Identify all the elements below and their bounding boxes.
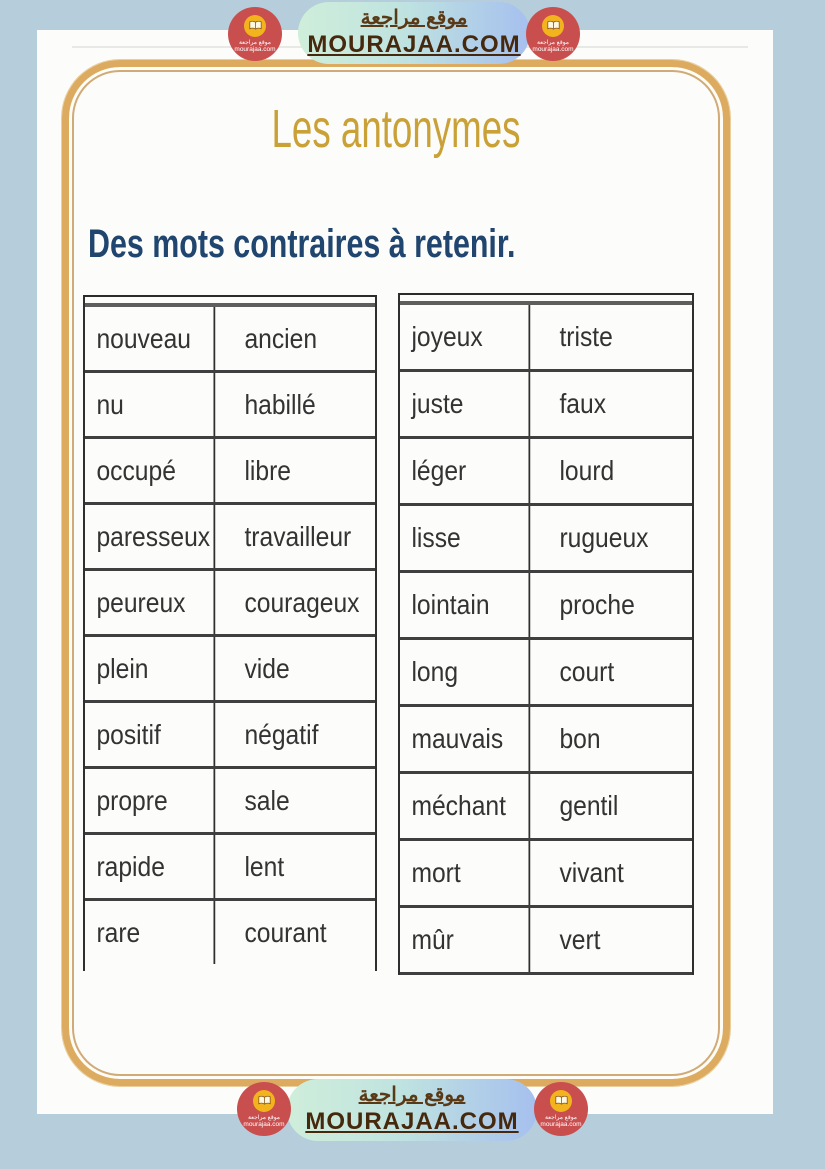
antonym-cell: lourd: [559, 455, 615, 486]
logo-domain-text: mourajaa.com: [532, 46, 574, 54]
site-header-badge: [298, 2, 530, 64]
table-row: [400, 841, 692, 908]
antonym-cell: rugueux: [559, 522, 649, 553]
worksheet-title: Les antonymes: [271, 99, 521, 159]
site-logo[interactable]: [526, 7, 580, 61]
antonym-cell: mauvais: [400, 707, 530, 771]
table-row: [400, 573, 692, 640]
table-row: [85, 505, 375, 571]
antonym-cell: mûr: [400, 908, 530, 972]
logo-arabic-text: موقع مراجعة: [544, 1114, 578, 1121]
table-row: [85, 571, 375, 637]
book-icon: [253, 1090, 275, 1112]
antonym-cell: gentil: [559, 790, 619, 821]
antonym-cell: lisse: [400, 506, 530, 570]
table-row: [85, 307, 375, 373]
table-row: [400, 908, 692, 975]
site-footer-badge: [287, 1079, 537, 1141]
antonyms-table-right: [398, 293, 694, 975]
logo-arabic-text: موقع مراجعة: [247, 1114, 281, 1121]
antonym-cell: vide: [244, 652, 290, 684]
antonym-cell: ancien: [244, 322, 318, 354]
antonym-cell: mort: [400, 841, 530, 905]
antonym-cell: rare: [85, 901, 215, 964]
antonyms-table-left: [83, 295, 377, 971]
antonym-cell: triste: [559, 321, 613, 352]
antonym-cell: plein: [85, 637, 215, 700]
antonym-cell: sale: [244, 784, 290, 816]
antonym-cell: méchant: [400, 774, 530, 838]
antonym-cell: bon: [559, 723, 601, 754]
logo-domain-text: mourajaa.com: [540, 1121, 582, 1129]
antonym-cell: paresseux: [85, 505, 215, 568]
antonym-cell: proche: [559, 589, 635, 620]
logo-domain-text: mourajaa.com: [243, 1121, 285, 1129]
antonym-cell: négatif: [244, 718, 319, 750]
table-body: [85, 307, 375, 964]
table-row: [85, 901, 375, 964]
antonym-cell: long: [400, 640, 530, 704]
table-body: [400, 305, 692, 975]
antonym-cell: lointain: [400, 573, 530, 637]
table-row: [400, 640, 692, 707]
table-row: [85, 439, 375, 505]
antonym-cell: vivant: [559, 857, 624, 888]
book-icon: [550, 1090, 572, 1112]
table-row: [85, 637, 375, 703]
antonym-cell: faux: [559, 388, 607, 419]
table-row: [85, 703, 375, 769]
table-row: [400, 305, 692, 372]
logo-arabic-text: موقع مراجعة: [536, 39, 570, 46]
antonym-cell: courageux: [244, 586, 360, 618]
antonym-cell: vert: [559, 924, 601, 955]
table-row: [400, 774, 692, 841]
antonym-cell: joyeux: [400, 305, 530, 369]
antonym-cell: lent: [244, 850, 285, 882]
antonym-cell: courant: [244, 916, 327, 948]
table-row: [400, 372, 692, 439]
antonym-cell: travailleur: [244, 520, 352, 552]
table-row: [85, 373, 375, 439]
worksheet-subtitle: Des mots contraires à retenir.: [88, 222, 516, 266]
antonym-cell: rapide: [85, 835, 215, 898]
antonym-cell: positif: [85, 703, 215, 766]
antonym-cell: habillé: [244, 388, 316, 420]
site-domain-link[interactable]: MOURAJAA.COM: [305, 1108, 519, 1136]
logo-domain-text: mourajaa.com: [234, 46, 276, 54]
antonym-cell: propre: [85, 769, 215, 832]
site-logo[interactable]: [237, 1082, 291, 1136]
logo-arabic-text: موقع مراجعة: [238, 39, 272, 46]
antonym-cell: court: [559, 656, 615, 687]
antonym-cell: léger: [400, 439, 530, 503]
site-name-arabic-link[interactable]: موقع مراجعة: [360, 7, 468, 30]
table-row: [400, 439, 692, 506]
antonym-cell: nu: [85, 373, 215, 436]
antonym-cell: juste: [400, 372, 530, 436]
site-logo[interactable]: [228, 7, 282, 61]
site-name-arabic-link[interactable]: موقع مراجعة: [358, 1084, 466, 1107]
antonym-cell: peureux: [85, 571, 215, 634]
table-row: [85, 769, 375, 835]
table-row: [85, 835, 375, 901]
book-icon: [542, 15, 564, 37]
table-row: [400, 506, 692, 573]
site-domain-link[interactable]: MOURAJAA.COM: [307, 31, 521, 59]
antonym-cell: libre: [244, 454, 292, 486]
antonym-cell: nouveau: [85, 307, 215, 370]
site-logo[interactable]: [534, 1082, 588, 1136]
antonym-cell: occupé: [85, 439, 215, 502]
book-icon: [244, 15, 266, 37]
table-row: [400, 707, 692, 774]
